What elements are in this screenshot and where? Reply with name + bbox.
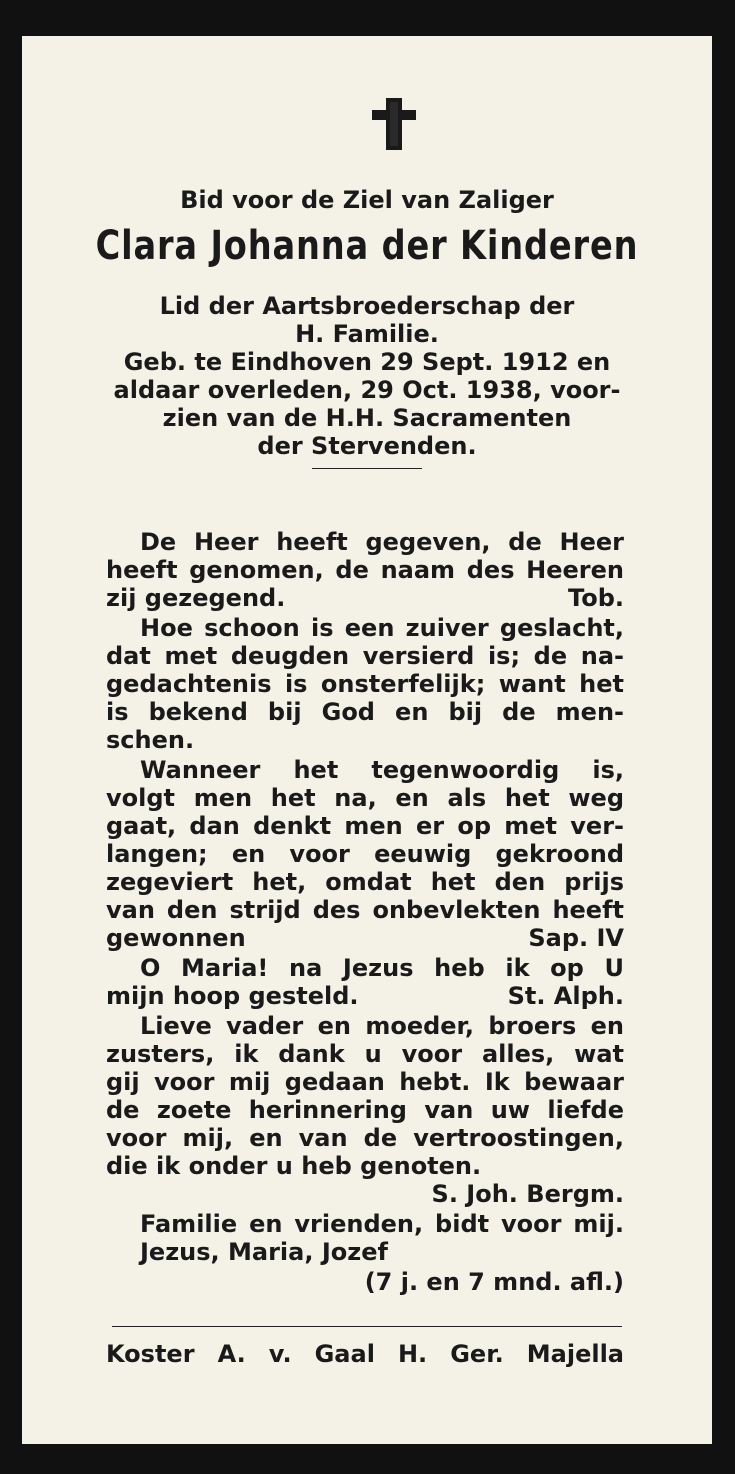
- indulgence-note: (7 j. en 7 mnd. afl.): [364, 1268, 624, 1296]
- verse-line-with-source: [106, 924, 624, 952]
- verse-line: Wanneer het tegenwoordig is,: [140, 756, 624, 784]
- verse-line: dat met deugden versierd is; de na-: [106, 642, 624, 670]
- verse-text: gewonnen: [106, 924, 246, 952]
- header-divider: [312, 468, 422, 469]
- verse-source: St. Alph.: [507, 982, 624, 1010]
- verse-line: gaat, dan denkt men er op met ver-: [106, 812, 624, 840]
- verse-line: gedachtenis is onsterfelijk; want het: [106, 670, 624, 698]
- verse-line: Jezus, Maria, Jozef: [140, 1238, 388, 1266]
- birth-line-2: aldaar overleden, 29 Oct. 1938, voor-: [113, 376, 621, 404]
- birth-line-1: Geb. te Eindhoven 29 Sept. 1912 en: [123, 348, 611, 376]
- verse-line: O Maria! na Jezus heb ik op U: [140, 954, 624, 982]
- verse-text: mijn hoop gesteld.: [106, 982, 359, 1010]
- verse-line: zegeviert het, omdat het den prijs: [106, 868, 624, 896]
- deceased-name: Clara Johanna der Kinderen: [95, 223, 639, 269]
- birth-line-4: der Stervenden.: [257, 432, 477, 460]
- verse-line: die ik onder u heb genoten.: [106, 1152, 482, 1180]
- memorial-card: [22, 36, 712, 1444]
- verse-line: voor mij, en van de vertroostingen,: [106, 1124, 624, 1152]
- verse-line: heeft genomen, de naam des Heeren: [106, 556, 624, 584]
- verse-line: Lieve vader en moeder, broers en: [140, 1012, 624, 1040]
- verse-line: van den strijd des onbevlekten heeft: [106, 896, 624, 924]
- verse-line: Familie en vrienden, bidt voor mij.: [140, 1210, 624, 1238]
- verse-line: de zoete herinnering van uw liefde: [106, 1096, 624, 1124]
- footer-divider: [112, 1326, 622, 1327]
- verse-line: langen; en voor eeuwig gekroond: [106, 840, 624, 868]
- membership-line-1: Lid der Aartsbroederschap der: [159, 292, 575, 320]
- verse-line: volgt men het na, en als het weg: [106, 784, 624, 812]
- cross-icon: [368, 96, 420, 152]
- verse-source: Tob.: [568, 584, 624, 612]
- verse-line: zusters, ik dank u voor alles, wat: [106, 1040, 624, 1068]
- verse-line: is bekend bij God en bij de men-: [106, 698, 624, 726]
- verse-line-with-source: [106, 584, 624, 612]
- prayer-heading: Bid voor de Ziel van Zaliger: [180, 186, 554, 214]
- verse-line: gij voor mij gedaan hebt. Ik bewaar: [106, 1068, 624, 1096]
- verse-line-with-source: [106, 982, 624, 1010]
- verse-line: Hoe schoon is een zuiver geslacht,: [140, 614, 624, 642]
- birth-line-3: zien van de H.H. Sacramenten: [162, 404, 572, 432]
- printer-line: Koster A. v. Gaal H. Ger. Majella: [106, 1340, 624, 1368]
- verse-source: Sap. IV: [528, 924, 624, 952]
- verse-line: De Heer heeft gegeven, de Heer: [140, 528, 624, 556]
- verse-line: schen.: [106, 726, 195, 754]
- verse-attribution: S. Joh. Bergm.: [431, 1180, 624, 1208]
- membership-line-2: H. Familie.: [295, 320, 439, 348]
- verse-text: zij gezegend.: [106, 584, 286, 612]
